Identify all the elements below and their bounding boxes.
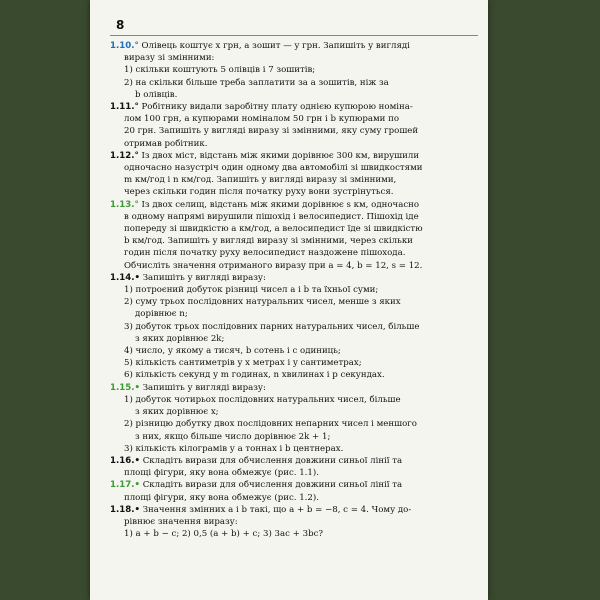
problem-line: [110, 492, 476, 504]
problem-text: одночасно назустріч один одному два автомобілі зі швидкостями: [124, 163, 423, 174]
problem: [110, 101, 476, 150]
problem-line: [110, 455, 476, 467]
problem: [110, 150, 476, 199]
problem: [110, 455, 476, 479]
problem-number: 1.17.•: [110, 480, 140, 491]
problem-number: 1.15.•: [110, 382, 140, 393]
problem-text: отримав робітник.: [124, 138, 208, 149]
problem-subitem: з яких дорівнює x;: [135, 407, 219, 418]
problem: [110, 382, 476, 455]
problem-line: [110, 150, 476, 162]
problem-text: Запишіть у вигляді виразу:: [142, 382, 266, 393]
problem-number: 1.12.°: [110, 150, 139, 161]
problem-text: лом 100 грн, a купюрами номіналом 50 грн і b купюрами по: [124, 114, 400, 125]
problem-text: Олівець коштує x грн, а зошит — y грн. Запишіть у вигляді: [141, 41, 410, 51]
problem-subitem: 2) різницю добутку двох послідовних непарних чисел і меншого: [124, 419, 417, 430]
textbook-page: [90, 0, 488, 600]
problem-list: [110, 40, 476, 540]
problem-line: [110, 247, 476, 259]
problem-text: в одному напрямі вирушили пішохід і велосипедист. Пішохід іде: [124, 211, 419, 222]
problem-line: [110, 101, 476, 113]
problem-number: 1.11.°: [110, 102, 139, 113]
problem-line: [110, 235, 476, 247]
problem-text: Обчисліть значення отриманого виразу при a = 4, b = 12, s = 12.: [124, 260, 423, 271]
problem-text: m км/год і n км/год. Запишіть у вигляді виразу зі змінними,: [124, 175, 397, 186]
problem-subitem: з них, якщо більше число дорівнює 2k + 1;: [135, 431, 331, 442]
problem-text: попереду зі швидкістю a км/год, а велосипедист їде зі швидкістю: [124, 224, 423, 235]
problem-text: площі фігури, яку вона обмежує (рис. 1.1).: [124, 468, 319, 479]
problem: [110, 40, 476, 101]
problem-text: площі фігури, яку вона обмежує (рис. 1.2).: [124, 492, 319, 503]
problem-text: Складіть вирази для обчислення довжини синьої лінії та: [142, 480, 403, 491]
problem-subitem: 4) число, у якому a тисяч, b сотень і c одиниць;: [124, 346, 341, 357]
problem-subitem: 1) a + b − c; 2) 0,5 (a + b) + c; 3) 3ac + 3bc?: [124, 529, 324, 540]
problem-line: [110, 174, 476, 186]
problem-line: [110, 272, 476, 284]
problem-line: [110, 52, 476, 64]
problem-subitem: b олівців.: [135, 89, 178, 100]
problem-number: 1.18.•: [110, 504, 140, 515]
problem-text: Із двох міст, відстань між якими дорівнює 300 км, вирушили: [141, 150, 420, 161]
problem-line: [110, 162, 476, 174]
problem-text: Із двох селищ, відстань між якими дорівнює s км, одночасно: [141, 199, 420, 210]
problem-number: 1.16.•: [110, 455, 140, 466]
problem-line: [110, 186, 476, 198]
problem-line: [110, 125, 476, 137]
problem-text: годин після початку руху велосипедист наздожене пішохода.: [124, 248, 406, 259]
problem-text: 20 грн. Запишіть у вигляді виразу зі змінними, яку суму грошей: [124, 126, 419, 137]
problem-line: [110, 479, 476, 491]
problem-text: Складіть вирази для обчислення довжини синьої лінії та: [142, 455, 403, 466]
problem-subitem: 5) кількість сантиметрів у x метрах і y сантиметрах;: [124, 358, 362, 369]
problem-line: [110, 223, 476, 235]
problem-number: 1.14.•: [110, 272, 140, 283]
problem-text: виразу зі змінними:: [124, 53, 215, 64]
problem-line: [110, 211, 476, 223]
problem-line: [110, 138, 476, 150]
problem-subitem: 3) добуток трьох послідовних парних натуральних чисел, більше: [124, 321, 420, 332]
problem-subitem: 2) суму трьох послідовних натуральних чисел, менше з яких: [124, 297, 401, 308]
problem-line: [110, 382, 476, 394]
problem-subitem: дорівнює n;: [135, 309, 188, 320]
page-number: 8: [116, 18, 125, 32]
problem-text: b км/год. Запишіть у вигляді виразу зі змінними, через скільки: [124, 236, 413, 247]
problem-line: [110, 260, 476, 272]
problem-subitem: з яких дорівнює 2k;: [135, 333, 225, 344]
problem-text: Робітнику видали заробітну плату однією купюрою номіна-: [141, 102, 413, 113]
problem: [110, 504, 476, 541]
problem-line: [110, 504, 476, 516]
problem-line: [110, 113, 476, 125]
problem: [110, 272, 476, 382]
problem-line: [110, 40, 476, 52]
problem-subitem: 1) потроєний добуток різниці чисел a і b та їхньої суми;: [124, 285, 379, 296]
problem-number: 1.13.°: [110, 199, 139, 210]
problem-subitem: 1) добуток чотирьох послідовних натуральних чисел, більше: [124, 394, 401, 405]
problem-line: [110, 467, 476, 479]
problem-subitem: 1) скільки коштують 5 олівців і 7 зошитів;: [124, 65, 316, 76]
problem-subitem: 2) на скільки більше треба заплатити за a зошитів, ніж за: [124, 77, 389, 88]
problem: [110, 199, 476, 272]
problem-line: [110, 516, 476, 528]
problem: [110, 479, 476, 503]
problem-text: через скільки годин після початку руху вони зустрінуться.: [124, 187, 394, 198]
problem-text: Запишіть у вигляді виразу:: [142, 272, 266, 283]
header-rule: [110, 35, 478, 36]
problem-number: 1.10.°: [110, 41, 139, 51]
problem-subitem: 3) кількість кілограмів у a тоннах і b центнерах.: [124, 443, 344, 454]
problem-line: [110, 199, 476, 211]
problem-text: Значення змінних a і b такі, що a + b = −8, c = 4. Чому до-: [142, 504, 412, 515]
problem-text: рівнює значення виразу:: [124, 516, 238, 527]
problem-subitem: 6) кількість секунд у m годинах, n хвилинах і p секундах.: [124, 370, 385, 381]
